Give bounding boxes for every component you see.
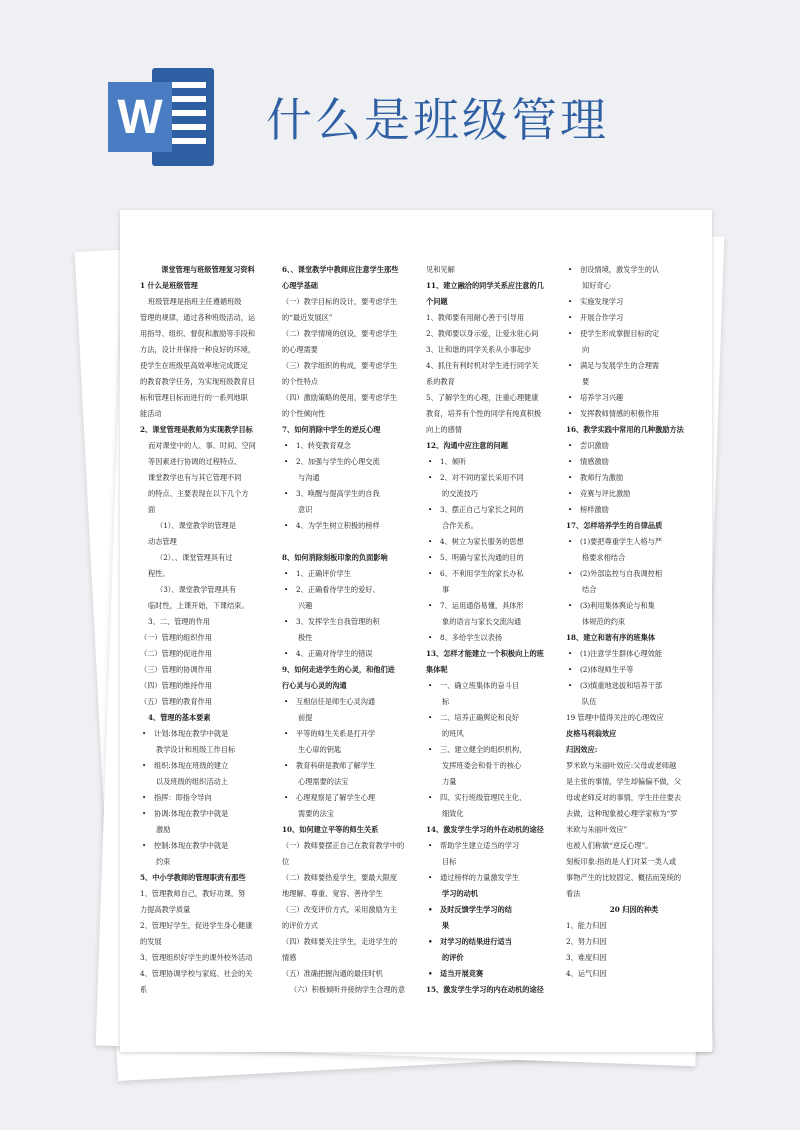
text-line: （1）、课堂教学的管理是 — [156, 521, 237, 530]
text-line: 心理学基础 — [282, 281, 318, 290]
text-line: 目标 — [442, 857, 457, 866]
text-line: 课堂管理与班级管理复习资料 — [161, 265, 255, 274]
text-line: • 3、摆正自己与家长之间的 — [426, 502, 562, 518]
text-line: • (1)注意学生群体心理效能 — [566, 646, 702, 662]
text-line: • 满足与发展学生的合理需 — [566, 358, 702, 374]
text-line: • 二、培养正确舆论和良好 — [426, 710, 562, 726]
text-line: • (1)要把尊重学生人格与严 — [566, 534, 702, 550]
text-line: 队伍 — [582, 697, 597, 706]
text-line: • 平等的师生关系是打开学 — [282, 726, 418, 742]
text-line: • 帮助学生建立适当的学习 — [426, 838, 562, 854]
text-line: • 开展合作学习 — [566, 310, 702, 326]
text-line: • 四、实行班级管理民主化、 — [426, 790, 562, 806]
text-line — [282, 534, 418, 550]
text-line: 方法，设计并保持一种良好的环境， — [140, 345, 256, 354]
text-line: • (2)体现师生平等 — [566, 662, 702, 678]
text-line: 与沟通 — [298, 473, 320, 482]
text-line: • (2)外部监控与自我调控相 — [566, 566, 702, 582]
text-line: 刻板印象:指的是人们对某一类人或 — [566, 857, 677, 866]
text-line: 班级管理是指班主任遵循班级 — [148, 297, 242, 306]
text-line: 教学设计和班级工作目标 — [156, 745, 236, 754]
text-line: 去做，这种现象被心理学家称为“罗 — [566, 809, 678, 818]
text-line: 14、激发学生学习的外在动机的途径 — [426, 825, 544, 834]
text-line: • 情感激励 — [566, 454, 702, 470]
text-line: 象的语言与家长交流沟通 — [442, 617, 522, 626]
text-line: • 协调:体现在教学中就是 — [140, 806, 276, 822]
text-line: • 发挥教师情感的积极作用 — [566, 406, 702, 422]
text-line: 1 什么是班级管理 — [140, 281, 198, 290]
text-line: 4、管理的基本要素 — [148, 713, 211, 722]
text-line: • 实施发现学习 — [566, 294, 702, 310]
text-line: • 培养学习兴趣 — [566, 390, 702, 406]
text-line: • 对学习的结果进行适当 — [426, 934, 562, 950]
text-line: • 通过榜样的力量激发学生 — [426, 870, 562, 886]
text-line: （三）改变评价方式，采用激励为主 — [282, 905, 398, 914]
text-line: 能活动 — [140, 409, 162, 418]
text-line: 以及班级的组织活动上 — [156, 777, 228, 786]
text-line: （三）教学组织的构成，要考虑学生 — [282, 361, 398, 370]
text-line: 5、中小学教师的管理职责有那些 — [140, 873, 246, 882]
text-line: 5、了解学生的心理，注重心理健康 — [426, 393, 539, 402]
text-line: 果 — [442, 921, 450, 930]
text-line: 12、沟通中应注意的问题 — [426, 441, 508, 450]
text-line: • 1、倾听 — [426, 454, 562, 470]
text-line: 而对课堂中的人、事、时间、空间 — [148, 441, 256, 450]
text-line: 看法 — [566, 889, 581, 898]
text-line: 11、建立融洽的同学关系应注意的几 — [426, 281, 544, 290]
text-line: 19 管理中值得关注的心理效应 — [566, 713, 664, 722]
text-line: 1、教师要有用耐心善于引导用 — [426, 313, 525, 322]
text-line: 位 — [282, 857, 290, 866]
text-line: 的心理需要 — [282, 345, 318, 354]
text-line: 要 — [582, 377, 590, 386]
text-line: 的发展 — [140, 937, 162, 946]
text-line: 管理的规律，通过各种班级活动，运 — [140, 313, 256, 322]
text-line: • 尝识激励 — [566, 438, 702, 454]
text-line: 力提高教学质量 — [140, 905, 191, 914]
text-line: 教育，培养有个性的同学有纯真积极 — [426, 409, 542, 418]
text-line: • 计划:体现在教学中就是 — [140, 726, 276, 742]
text-line: （二）教师要热爱学生，要最大限度 — [282, 873, 398, 882]
text-line: • 教育科研是教师了解学生 — [282, 758, 418, 774]
text-line: • 2、正确看待学生的爱好、 — [282, 582, 418, 598]
text-line: 2、教师要以身示爱，让爱永驻心间 — [426, 329, 539, 338]
text-line: 生心扉的钥匙 — [298, 745, 342, 754]
text-line: • 控制:体现在教学中就是 — [140, 838, 276, 854]
text-column-1 — [140, 262, 276, 998]
document-page — [120, 210, 712, 1052]
text-line: • 使学生形成掌握目标的定 — [566, 326, 702, 342]
text-line: 需要的法宝 — [298, 809, 334, 818]
text-line: （一）教师要摆正自己在教育教学中的 — [282, 841, 405, 850]
text-line: 1、能力归因 — [566, 921, 607, 930]
text-line: 使学生在班级里高效率地完成既定 — [140, 361, 248, 370]
text-line: 15、激发学生学习的内在动机的途径 — [426, 985, 544, 994]
text-line: • 组织:体现在班级的建立 — [140, 758, 276, 774]
text-line: 的个性特点 — [282, 377, 318, 386]
text-line: 心理需要的法宝 — [298, 777, 349, 786]
text-line: 向上的感情 — [426, 425, 462, 434]
text-line: • 竞赛与评比激励 — [566, 486, 702, 502]
text-line: （四）教师要关注学生，走进学生的 — [282, 937, 398, 946]
text-line: • 2、加强与学生的心理交流 — [282, 454, 418, 470]
text-line: 母或老师反对的事情，学生往往要去 — [566, 793, 682, 802]
text-line: 2、管理好学生，促进学生身心健康 — [140, 921, 253, 930]
text-column-4 — [566, 262, 702, 982]
text-line: 等因素进行协调的过程特点、 — [148, 457, 242, 466]
text-line: 发挥班委会和骨干的核心 — [442, 761, 522, 770]
text-line: • 1、转变教育观念 — [282, 438, 418, 454]
text-line: 7、如何消除中学生的逆反心理 — [282, 425, 381, 434]
text-line: 罗米欧与朱丽叶效应:父母或老师越 — [566, 761, 677, 770]
text-line: • 2、对不同的家长采用不同 — [426, 470, 562, 486]
text-line: • 4、为学生树立积极的榜样 — [282, 518, 418, 534]
text-column-3 — [426, 262, 562, 998]
text-line: 米欧与朱丽叶效应” — [566, 825, 628, 834]
text-line: 3、二、管理的作用 — [148, 617, 211, 626]
text-line: 课堂教学也有与其它管理不同 — [148, 473, 242, 482]
text-line: 极性 — [298, 633, 313, 642]
text-line: 的交流技巧 — [442, 489, 478, 498]
text-line: 2、努力归因 — [566, 937, 607, 946]
text-line: 也被人们称做“逆反心理”。 — [566, 841, 653, 850]
text-line: 个问题 — [426, 297, 448, 306]
text-line: 体规范的约束 — [582, 617, 626, 626]
text-line: • 适当开展竞赛 — [426, 966, 562, 982]
text-line: 激励 — [156, 825, 171, 834]
text-line: 4、运气归因 — [566, 969, 607, 978]
text-line: 18、建立和谐有序的班集体 — [566, 633, 656, 642]
text-line: 6、、课堂教学中教师应注意学生那些 — [282, 265, 399, 274]
text-line: 地理解、尊重、宽容、善待学生 — [282, 889, 383, 898]
text-line: 17、怎样培养学生的自律品质 — [566, 521, 663, 530]
text-line: • 创设情境，激发学生的认 — [566, 262, 702, 278]
text-line: 的评价方式 — [282, 921, 318, 930]
text-line: 前提 — [298, 713, 313, 722]
text-line: 意识 — [298, 505, 313, 514]
text-line: 20 归因的种类 — [609, 905, 659, 914]
text-line: • 教师行为激励 — [566, 470, 702, 486]
header-banner — [0, 0, 800, 200]
text-line: • 互相信任是师生心灵沟通 — [282, 694, 418, 710]
text-line: 的“最近发展区” — [282, 313, 333, 322]
text-line: 用指导、组织、督促和激励等手段和 — [140, 329, 256, 338]
text-line: 兴趣 — [298, 601, 313, 610]
text-line: （一）管理的组织作用 — [140, 633, 212, 642]
text-line: • 3、发挥学生自我管理的积 — [282, 614, 418, 630]
text-line: 1、管理教师自己，教好功课，努 — [140, 889, 246, 898]
text-line: （2）、、课堂管理具有过 — [156, 553, 233, 562]
text-line: 事物产生的比较固定、概括而笼统的 — [566, 873, 682, 882]
text-line: 的特点、主要表现在以下几个方 — [148, 489, 249, 498]
text-line: （六）积极倾听并接纳学生合理的意 — [290, 985, 406, 994]
text-line: • 5、明确与家长沟通的目的 — [426, 550, 562, 566]
text-line: 13、怎样才能建立一个积极向上的班 — [426, 649, 544, 658]
text-line: 4、管理协调学校与家庭、社会的关 — [140, 969, 253, 978]
text-line: 向 — [582, 345, 590, 354]
text-line: 8、如何消除刻板印象的负面影响 — [282, 553, 388, 562]
text-line: 系的教育 — [426, 377, 455, 386]
text-line: 3、让和谐的同学关系从小事起步 — [426, 345, 532, 354]
text-line: 行心灵与心灵的沟通 — [282, 681, 347, 690]
text-line: • 心理观察是了解学生心理 — [282, 790, 418, 806]
text-line: 见和见解 — [426, 265, 455, 274]
text-line: 3、管理组织好学生的课外校外活动 — [140, 953, 253, 962]
text-line: • 7、运用通俗易懂，具体形 — [426, 598, 562, 614]
text-line: 情感 — [282, 953, 297, 962]
text-line: 细致化 — [442, 809, 464, 818]
text-line: （一）教学目标的设计，要考虑学生 — [282, 297, 398, 306]
text-line: • (3)利用集体舆论与和集 — [566, 598, 702, 614]
text-line: 程性。 — [148, 569, 170, 578]
text-column-2 — [282, 262, 418, 998]
text-line: 学习的动机 — [442, 889, 478, 898]
text-line: （3）、课堂教学管理具有 — [156, 585, 237, 594]
text-line: 格要求相结合 — [582, 553, 626, 562]
text-line: （五）管理的教育作用 — [140, 697, 212, 706]
text-line: （五）准确把握沟通的最佳时机 — [282, 969, 383, 978]
text-line: 标和管理目标而进行的一系列地职 — [140, 393, 248, 402]
text-line: 动态管理 — [148, 537, 177, 546]
text-line: • 指挥：即指令导向 — [140, 790, 276, 806]
text-line: 2、课堂管理是教师为实现教学目标 — [140, 425, 253, 434]
text-line: （二）管理的促进作用 — [140, 649, 212, 658]
text-line: • 三、建立健全的组织机构， — [426, 742, 562, 758]
text-line: • 8、多给学生以表扬 — [426, 630, 562, 646]
text-line: • 1、正确评价学生 — [282, 566, 418, 582]
text-line: 16、教学实践中常用的几种激励方法 — [566, 425, 684, 434]
text-line: 结合 — [582, 585, 597, 594]
word-document-icon — [108, 68, 218, 166]
text-line: 的评价 — [442, 953, 464, 962]
text-line: • 及时反馈学生学习的结 — [426, 902, 562, 918]
text-line: • 榜样激励 — [566, 502, 702, 518]
text-line: 4、抓住有利时机对学生进行同学关 — [426, 361, 539, 370]
text-line: 归因效应: — [566, 745, 598, 754]
text-line: 知好奇心 — [582, 281, 611, 290]
text-line: 面 — [148, 505, 156, 514]
text-line: 事 — [442, 585, 450, 594]
text-line: • (3)慎重地选拔和培养干部 — [566, 678, 702, 694]
text-line: • 6、不利用学生的家长办私 — [426, 566, 562, 582]
text-line: 约束 — [156, 857, 171, 866]
text-line: 10、如何建立平等的师生关系 — [282, 825, 379, 834]
text-line: 皮格马利翁效应 — [566, 729, 617, 738]
page-title: 什么是班级管理 — [266, 93, 609, 147]
text-line: 临时性，上课开始，下课结束。 — [148, 601, 249, 610]
text-line: 合作关系。 — [442, 521, 478, 530]
text-line: 标 — [442, 697, 450, 706]
text-line: • 一、确立班集体的奋斗目 — [426, 678, 562, 694]
text-line: 3、难度归因 — [566, 953, 607, 962]
text-line: 力量 — [442, 777, 457, 786]
text-line: 的教育教学任务，为实现班级教育目 — [140, 377, 256, 386]
text-line: 集体呢 — [426, 665, 448, 674]
text-line: 是主张的事情，学生却偏偏不做，父 — [566, 777, 682, 786]
text-line: 的班风 — [442, 729, 464, 738]
word-logo-badge: W — [108, 82, 172, 152]
text-line: • 3、唤醒与提高学生的自我 — [282, 486, 418, 502]
text-line: 的个性倾向性 — [282, 409, 326, 418]
text-line: （四）激励策略的使用，要考虑学生 — [282, 393, 398, 402]
text-line: 系 — [140, 985, 148, 994]
text-line: • 4、树立为家长服务的思想 — [426, 534, 562, 550]
text-line: 9、如何走进学生的心灵，和他们进 — [282, 665, 395, 674]
text-line: （三）管理的协调作用 — [140, 665, 212, 674]
text-line: • 4、正确对待学生的错误 — [282, 646, 418, 662]
text-line: （二）教学情境的创设，要考虑学生 — [282, 329, 398, 338]
text-line: （四）管理的维持作用 — [140, 681, 212, 690]
